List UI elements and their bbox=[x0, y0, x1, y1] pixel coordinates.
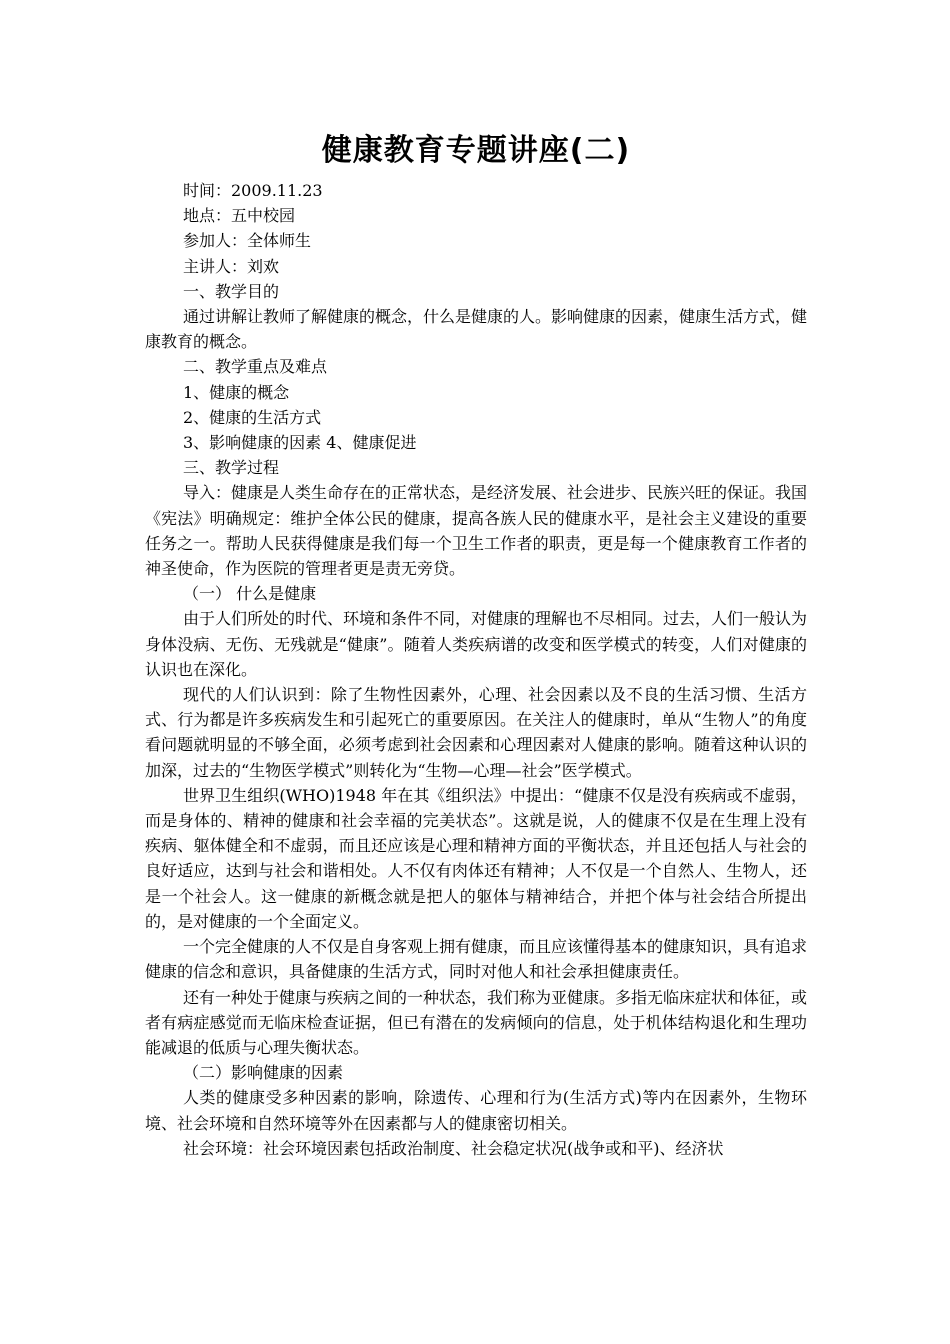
body-paragraph: 由于人们所处的时代、环境和条件不同，对健康的理解也不尽相同。过去，人们一般认为身体没病、无伤、无残就是“健康”。随着人类疾病谱的改变和医学模式的转变，人们对健康的认识也在深化。 bbox=[145, 609, 808, 679]
meta-speaker: 主讲人：刘欢 bbox=[183, 256, 280, 276]
body-paragraph: 还有一种处于健康与疾病之间的一种状态，我们称为亚健康。多指无临床症状和体征，或者有病症感觉而无临床检查证据，但已有潜在的发病倾向的信息，处于机体结构退化和生理功能减退的低质与心理失衡状态。 bbox=[145, 987, 808, 1057]
document-title: 健康教育专题讲座(二) bbox=[321, 133, 631, 168]
body-paragraph: 人类的健康受多种因素的影响，除遗传、心理和行为(生活方式)等内在因素外，生物环境、社会环境和自然环境等外在因素都与人的健康密切相关。 bbox=[145, 1088, 807, 1133]
document-page bbox=[145, 126, 807, 1161]
key-point-item-2: 2、健康的生活方式 bbox=[183, 407, 322, 427]
section-heading-process: 三、教学过程 bbox=[183, 458, 280, 478]
meta-place: 地点：五中校园 bbox=[183, 206, 296, 226]
meta-participants: 参加人：全体师生 bbox=[183, 231, 312, 251]
body-paragraph: 世界卫生组织(WHO)1948 年在其《组织法》中提出：“健康不仅是没有疾病或不虚弱，而是身体的、精神的健康和社会幸福的完美状态”。这就是说，人的健康不仅是在生理上没有疾病、躯体健全和不虚弱，而且还应该是心理和精神方面的平衡状态，并且还包括人与社会的良好适应，达到与社会和谐相处。人不仅有肉体还有精神；人不仅是一个自然人、生物人，还是一个社会人。这一健康的新概念就是把人的躯体与精神结合，并把个体与社会结合所提出的，是对健康的一个全面定义。 bbox=[145, 785, 807, 931]
key-point-item-1: 1、健康的概念 bbox=[183, 382, 290, 402]
subsection-heading-what-is-health: （一） 什么是健康 bbox=[183, 584, 317, 604]
key-point-item-3: 3、影响健康的因素 4、健康促进 bbox=[183, 433, 417, 453]
meta-time: 时间：2009.11.23 bbox=[183, 181, 323, 200]
body-paragraph: 一个完全健康的人不仅是自身客观上拥有健康，而且应该懂得基本的健康知识，具有追求健康的信念和意识，具备健康的生活方式，同时对他人和社会承担健康责任。 bbox=[145, 937, 808, 982]
subsection-heading-health-factors: （二）影响健康的因素 bbox=[183, 1063, 344, 1083]
objective-paragraph: 通过讲解让教师了解健康的概念，什么是健康的人。影响健康的因素，健康生活方式，健康教育的概念。 bbox=[145, 307, 808, 352]
body-paragraph: 社会环境：社会环境因素包括政治制度、社会稳定状况(战争或和平)、经济状 bbox=[183, 1138, 724, 1158]
body-paragraph: 现代的人们认识到：除了生物性因素外，心理、社会因素以及不良的生活习惯、生活方式、行为都是许多疾病发生和引起死亡的重要原因。在关注人的健康时，单从“生物人”的角度看问题就明显的不够全面，必须考虑到社会因素和心理因素对人健康的影响。随着这种认识的加深，过去的“生物医学模式”则转化为“生物—心理—社会”医学模式。 bbox=[145, 685, 807, 780]
section-heading-key-points: 二、教学重点及难点 bbox=[183, 357, 328, 377]
section-heading-objective: 一、教学目的 bbox=[183, 281, 280, 301]
intro-paragraph: 导入：健康是人类生命存在的正常状态，是经济发展、社会进步、民族兴旺的保证。我国《宪法》明确规定：维护全体公民的健康，提高各族人民的健康水平，是社会主义建设的重要任务之一。帮助人民获得健康是我们每一个卫生工作者的职责，更是每一个健康教育工作者的神圣使命，作为医院的管理者更是责无旁贷。 bbox=[145, 483, 808, 579]
